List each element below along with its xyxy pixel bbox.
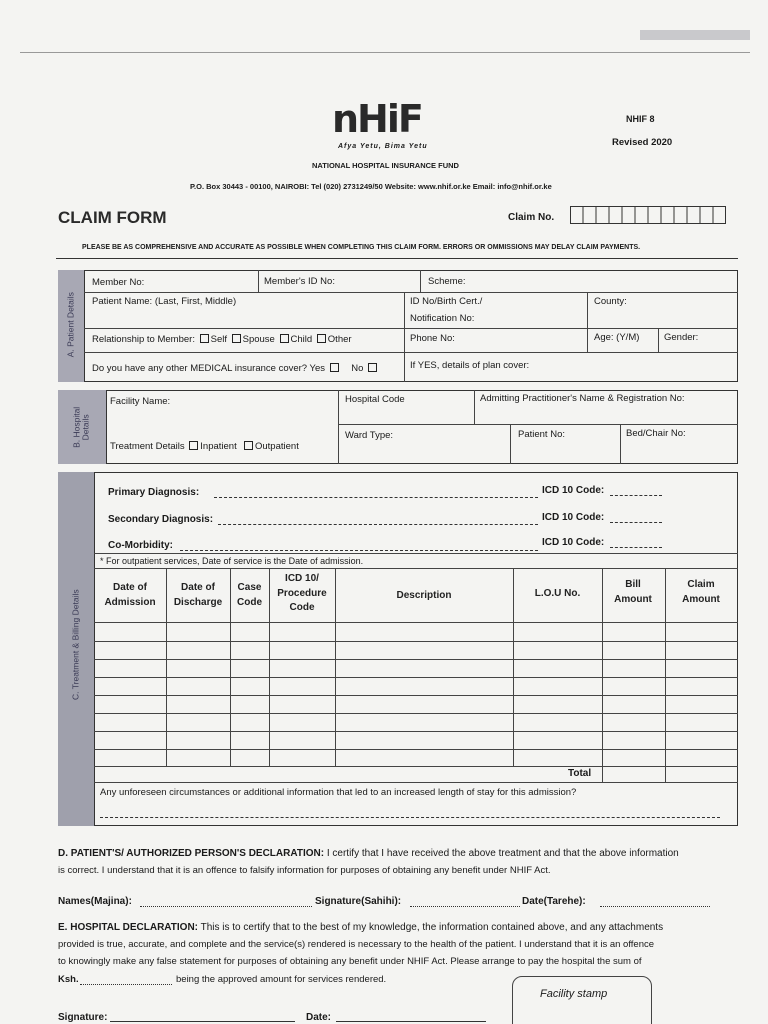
- self-label: Self: [210, 334, 227, 345]
- scheme-field[interactable]: Scheme:: [428, 276, 466, 287]
- form-code: NHIF 8: [626, 114, 655, 124]
- col-claim-amount: Claim Amount: [682, 579, 720, 605]
- nhif-logo: [330, 96, 460, 147]
- form-title: CLAIM FORM: [58, 208, 167, 227]
- section-b-label-2: Details: [81, 414, 91, 441]
- primary-icd-label: ICD 10 Code:: [542, 485, 605, 496]
- hospital-code-field[interactable]: Hospital Code: [345, 394, 405, 405]
- section-e-text-3: to knowingly make any false statement for purposes of obtaining any benefit under NHIF Act. Please arrange to pay the hospital the sum of: [58, 956, 642, 967]
- county-field[interactable]: County:: [594, 296, 627, 307]
- other-cover-no-checkbox[interactable]: [368, 363, 377, 372]
- id-no-label-1: ID No/Birth Cert./: [410, 296, 483, 307]
- names-label: Names(Majina):: [58, 896, 132, 907]
- date-e-label: Date:: [306, 1012, 332, 1023]
- plan-details-field[interactable]: If YES, details of plan cover:: [410, 360, 530, 371]
- claim-no-label: Claim No.: [508, 212, 555, 223]
- col-date-admission: Date of Admission: [104, 582, 156, 608]
- secondary-diagnosis-label: Secondary Diagnosis:: [108, 514, 214, 525]
- col-date-discharge: Date of Discharge: [173, 582, 223, 608]
- section-e-heading: E. HOSPITAL DECLARATION:: [58, 922, 198, 933]
- signature-d-label: Signature(Sahihi):: [315, 896, 402, 907]
- scan-artifact: [640, 30, 750, 40]
- treatment-label: Treatment Details: [110, 441, 185, 452]
- comorbidity-line[interactable]: [180, 550, 538, 551]
- member-id-field[interactable]: Member's ID No:: [264, 276, 335, 287]
- other-label: Other: [327, 334, 352, 345]
- unforeseen-line[interactable]: [100, 817, 720, 818]
- inpatient-label: Inpatient: [200, 441, 237, 452]
- primary-icd-line[interactable]: [610, 495, 662, 496]
- ward-type-field[interactable]: Ward Type:: [345, 430, 394, 441]
- comorbidity-label: Co-Morbidity:: [108, 540, 173, 551]
- fund-address: P.O. Box 30443 - 00100, NAIROBI: Tel (020) 2731249/50 Website: www.nhif.or.ke Email: info@nhif.or.ke: [190, 182, 552, 191]
- revision-date: Revised 2020: [612, 137, 673, 148]
- section-e-text-4: being the approved amount for services rendered.: [176, 974, 387, 985]
- section-d-text-2: is correct. I understand that it is an offence to falsify information for purposes of obtaining any benefit under NHIF Act.: [58, 865, 551, 876]
- bed-no-field[interactable]: Bed/Chair No:: [626, 428, 686, 439]
- section-e-text-2: provided is true, accurate, and complete and the service(s) rendered is necessary to the health of the patient. I understand that it is an offence: [58, 939, 655, 950]
- secondary-icd-line[interactable]: [610, 522, 662, 523]
- section-d-text-1: I certify that I have received the above treatment and that the above information: [326, 848, 679, 859]
- practitioner-field[interactable]: Admitting Practitioner's Name & Registration No:: [480, 393, 685, 404]
- nhif-logo-graphic: [330, 96, 460, 142]
- treatment-row: [110, 441, 299, 453]
- date-e-line[interactable]: [336, 1021, 486, 1022]
- spouse-checkbox[interactable]: [232, 334, 241, 343]
- inpatient-checkbox[interactable]: [189, 441, 198, 450]
- unforeseen-question: Any unforeseen circumstances or additional information that led to an increased length of stay for this admission?: [100, 787, 577, 798]
- age-field[interactable]: Age: (Y/M): [594, 332, 640, 343]
- fund-name: NATIONAL HOSPITAL INSURANCE FUND: [312, 161, 459, 170]
- section-d-line-1: [58, 848, 679, 860]
- logo-tagline: Afya Yetu, Bima Yetu: [338, 143, 428, 150]
- other-cover-question: Do you have any other MEDICAL insurance cover? Yes: [92, 363, 326, 374]
- signature-e-label: Signature:: [58, 1012, 108, 1023]
- ksh-amount-line[interactable]: [80, 984, 172, 985]
- col-description: Description: [396, 590, 452, 601]
- ksh-label: Ksh.: [58, 974, 79, 985]
- names-line[interactable]: [140, 906, 312, 907]
- primary-diagnosis-line[interactable]: [214, 497, 538, 498]
- patient-name-field[interactable]: Patient Name: (Last, First, Middle): [92, 296, 237, 307]
- secondary-diagnosis-line[interactable]: [218, 524, 538, 525]
- outpatient-label: Outpatient: [255, 441, 299, 452]
- instruction-rule: [56, 258, 738, 259]
- child-label: Child: [290, 334, 313, 345]
- other-cover-yes-checkbox[interactable]: [330, 363, 339, 372]
- facility-name-field[interactable]: Facility Name:: [110, 396, 171, 407]
- col-bill-amount: Bill Amount: [614, 579, 652, 605]
- section-e-line-1: [58, 922, 663, 934]
- instruction-text: PLEASE BE AS COMPREHENSIVE AND ACCURATE AS POSSIBLE WHEN COMPLETING THIS CLAIM FORM. ERRORS OR OMMISSIONS MAY DELAY CLAIM PAYMENTS.: [82, 244, 641, 251]
- relationship-label: Relationship to Member:: [92, 334, 195, 345]
- primary-diagnosis-label: Primary Diagnosis:: [108, 487, 200, 498]
- section-e-text-1: This is to certify that to the best of my knowledge, the information contained above, and any attachments: [200, 922, 664, 933]
- other-cover-no-label: No: [351, 363, 364, 374]
- comorbidity-icd-label: ICD 10 Code:: [542, 537, 605, 548]
- col-procedure-code: ICD 10/ Procedure Code: [277, 573, 327, 613]
- patient-no-field[interactable]: Patient No:: [518, 429, 565, 440]
- id-no-label-2[interactable]: Notification No:: [410, 313, 475, 324]
- relationship-row: [92, 334, 352, 346]
- self-checkbox[interactable]: [200, 334, 209, 343]
- secondary-icd-label: ICD 10 Code:: [542, 512, 605, 523]
- other-cover-row: [92, 363, 379, 375]
- section-c-label: C. Treatment & Billing Details: [70, 589, 81, 700]
- spouse-label: Spouse: [242, 334, 275, 345]
- member-no-field[interactable]: Member No:: [92, 277, 145, 288]
- other-checkbox[interactable]: [317, 334, 326, 343]
- outpatient-note: * For outpatient services, Date of service is the Date of admission.: [100, 556, 364, 566]
- section-a-label: A. Patient Details: [65, 292, 76, 358]
- col-case-code: Case Code: [237, 582, 262, 608]
- logo-text: nHiF: [332, 97, 422, 141]
- date-d-line[interactable]: [600, 906, 710, 907]
- phone-field[interactable]: Phone No:: [410, 333, 455, 344]
- total-label: Total: [568, 768, 592, 779]
- claim-no-boxes[interactable]: [570, 206, 726, 224]
- signature-d-line[interactable]: [410, 906, 520, 907]
- outpatient-checkbox[interactable]: [244, 441, 253, 450]
- facility-stamp-label: Facility stamp: [540, 988, 608, 1000]
- gender-field[interactable]: Gender:: [664, 332, 699, 343]
- comorbidity-icd-line[interactable]: [610, 547, 662, 548]
- date-d-label: Date(Tarehe):: [522, 896, 586, 907]
- child-checkbox[interactable]: [280, 334, 289, 343]
- section-b-label: [73, 397, 92, 457]
- col-lou-no: L.O.U No.: [534, 588, 581, 599]
- section-b-label-1: B. Hospital: [71, 406, 82, 448]
- top-rule: [20, 52, 750, 53]
- section-d-heading: D. PATIENT'S/ AUTHORIZED PERSON'S DECLARATION:: [58, 848, 325, 859]
- signature-e-line[interactable]: [110, 1021, 295, 1022]
- claim-no-grid: [570, 206, 726, 224]
